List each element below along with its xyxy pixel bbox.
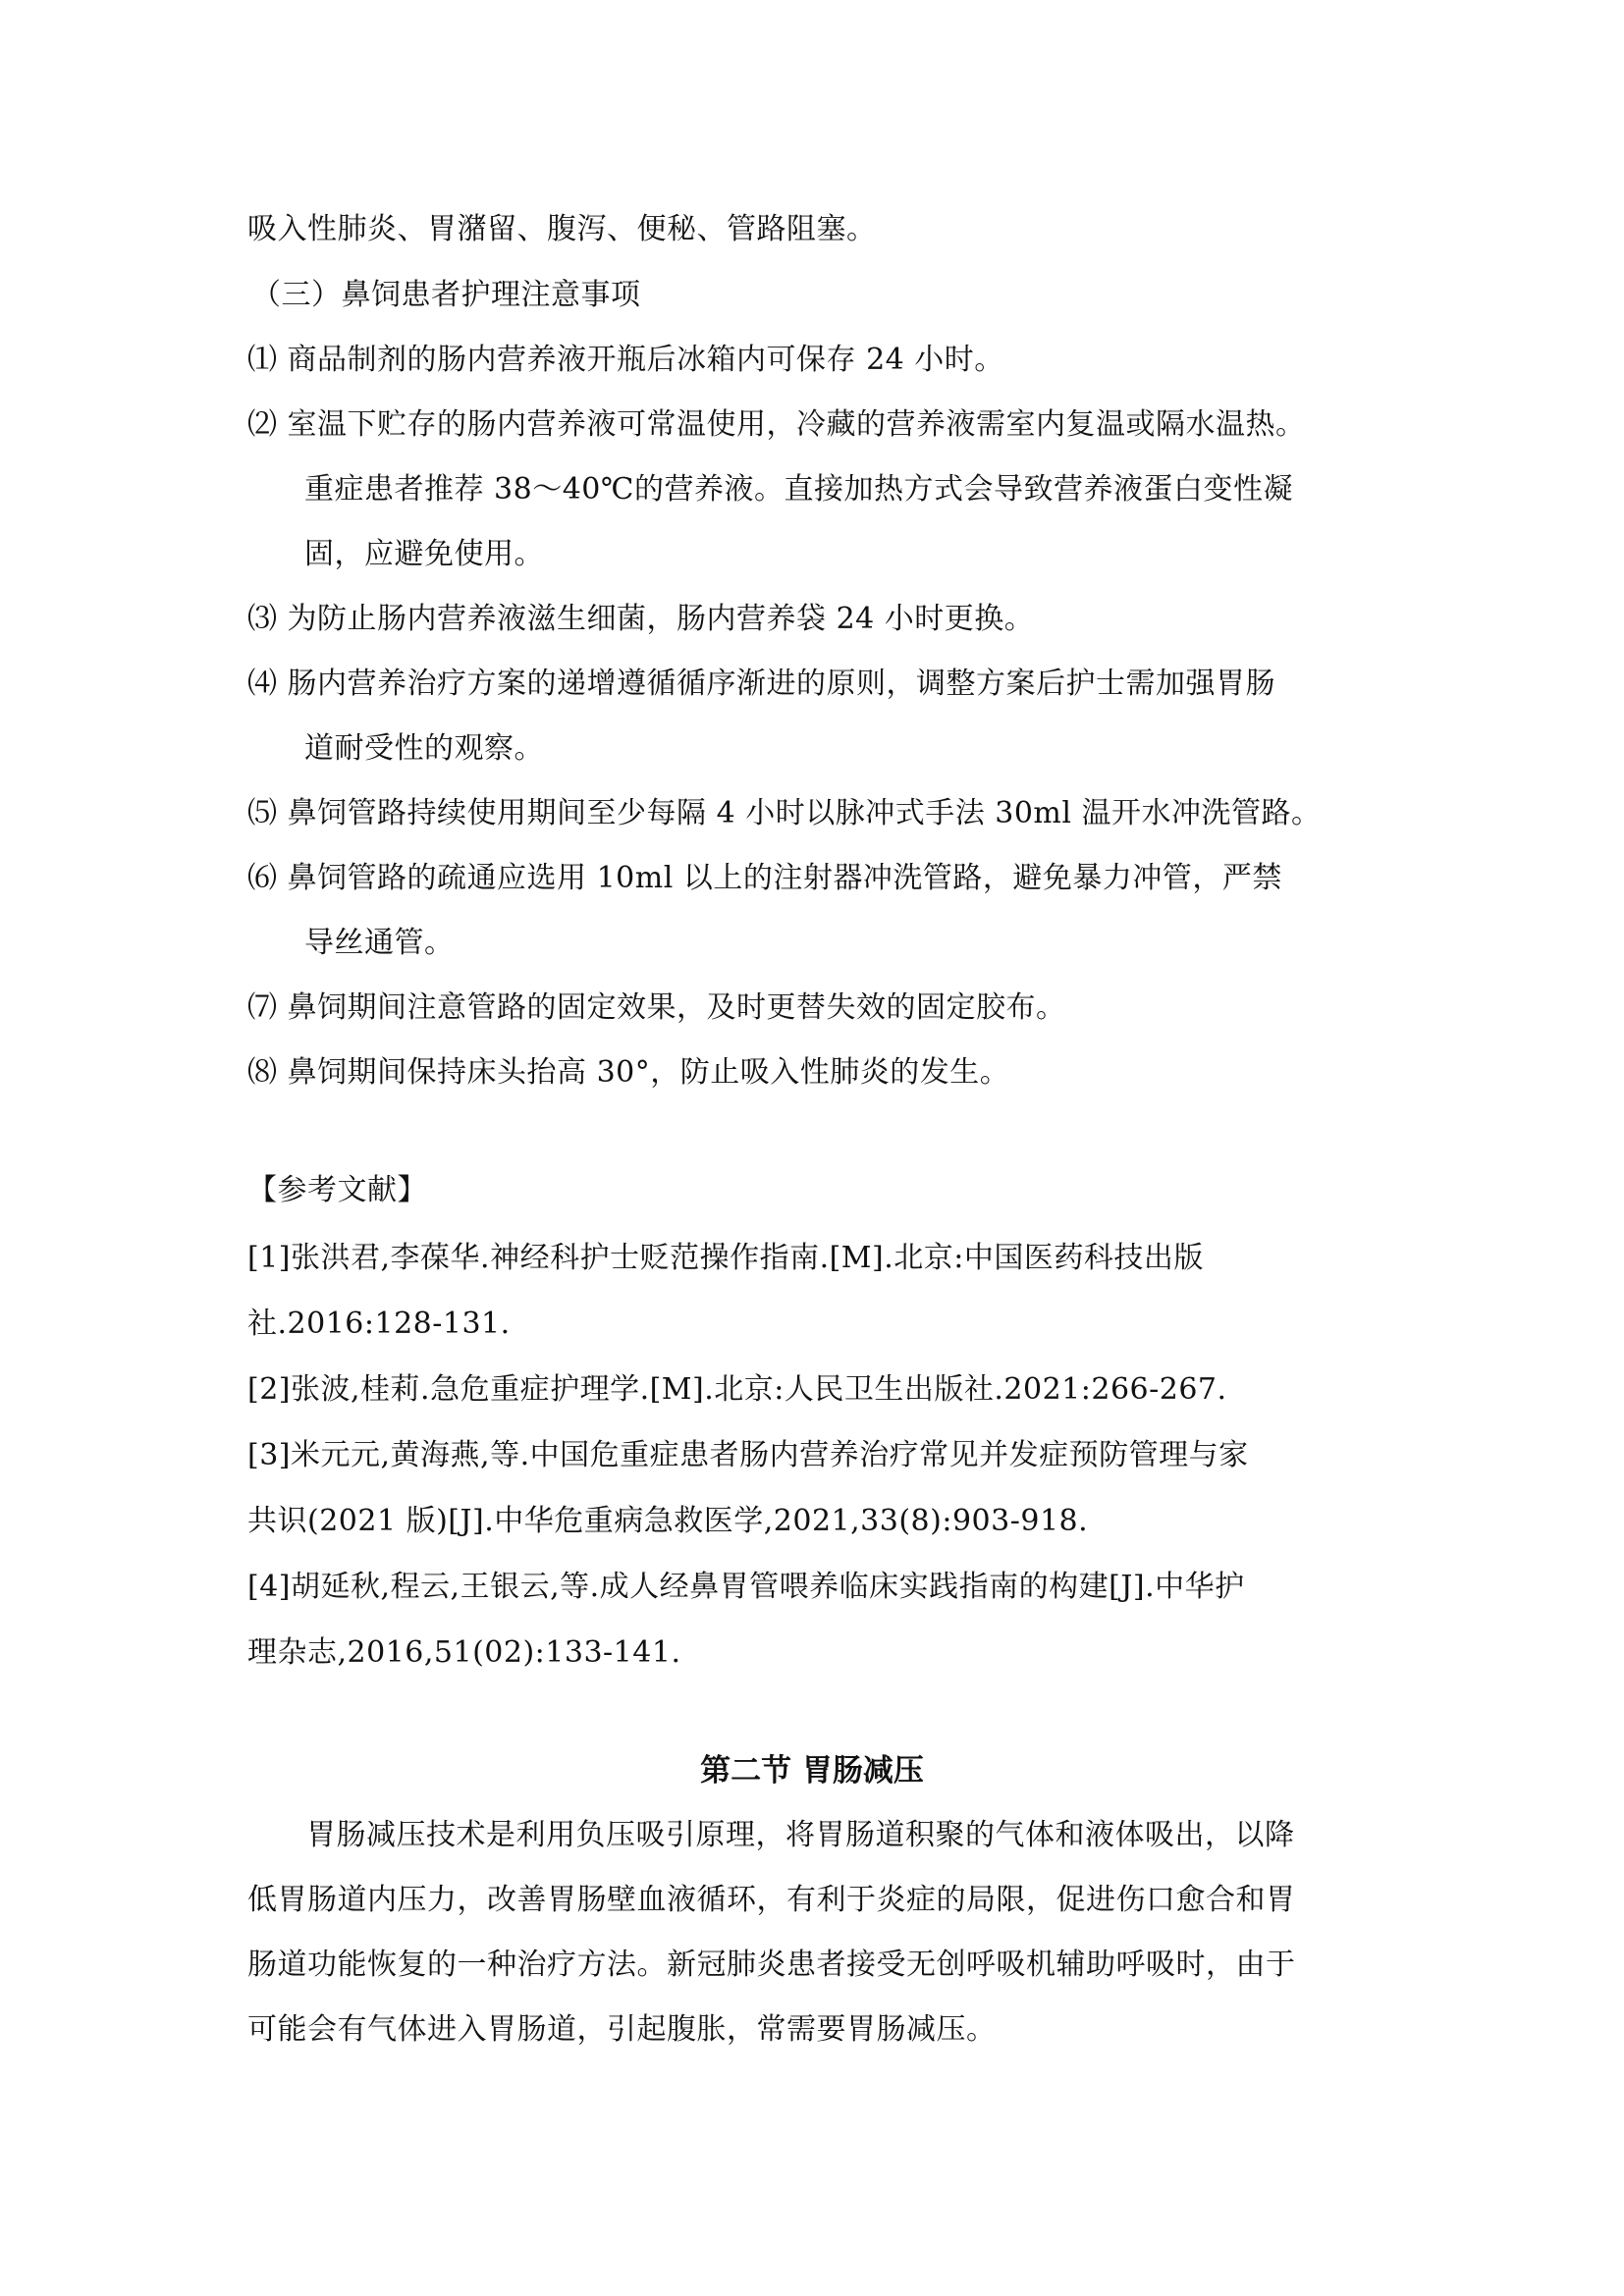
reference-entry-4-cont: 理杂志,2016,51(02):133-141. [247, 1635, 681, 1670]
reference-entry-4: [4]胡延秋,程云,王银云,等.成人经鼻胃管喂养临床实践指南的构建[J].中华护 [247, 1570, 1245, 1604]
list-item-8: ⑻ 鼻饲期间保持床头抬高 30°，防止吸入性肺炎的发生。 [247, 1055, 1010, 1090]
reference-entry-3: [3]米元元,黄海燕,等.中国危重症患者肠内营养治疗常见并发症预防管理与家 [247, 1438, 1249, 1472]
paragraph-line-4: 可能会有气体进入胃肠道，引起腹胀，常需要胃肠减压。 [247, 2012, 997, 2047]
reference-entry-1-cont: 社.2016:128-131. [247, 1307, 511, 1341]
reference-entry-3-cont: 共识(2021 版)[J].中华危重病急救医学,2021,33(8):903-918. [247, 1504, 1089, 1538]
list-item-4-cont: 道耐受性的观察。 [304, 731, 544, 766]
list-item-1: ⑴ 商品制剂的肠内营养液开瓶后冰箱内可保存 24 小时。 [247, 343, 1004, 377]
paragraph-line-3: 肠道功能恢复的一种治疗方法。新冠肺炎患者接受无创呼吸机辅助呼吸时，由于 [247, 1948, 1296, 1982]
list-item-2-cont: 重症患者推荐 38～40℃的营养液。直接加热方式会导致营养液蛋白变性凝 [304, 472, 1293, 507]
references-title: 【参考文献】 [247, 1173, 427, 1207]
list-item-2: ⑵ 室温下贮存的肠内营养液可常温使用，冷藏的营养液需室内复温或隔水温热。 [247, 407, 1306, 442]
section-heading: 第二节 胃肠减压 [700, 1753, 924, 1789]
list-item-4: ⑷ 肠内营养治疗方案的递增遵循循序渐进的原则，调整方案后护士需加强胃肠 [247, 667, 1276, 701]
list-item-6: ⑹ 鼻饲管路的疏通应选用 10ml 以上的注射器冲洗管路，避免暴力冲管，严禁 [247, 861, 1282, 895]
list-item-3: ⑶ 为防止肠内营养液滋生细菌，肠内营养袋 24 小时更换。 [247, 602, 1035, 636]
list-item-6-cont: 导丝通管。 [304, 926, 455, 960]
continuation-line: 吸入性肺炎、胃潴留、腹泻、便秘、管路阻塞。 [247, 212, 877, 246]
paragraph-line-1: 胃肠减压技术是利用负压吸引原理，将胃肠道积聚的气体和液体吸出，以降 [306, 1818, 1295, 1852]
section-title: （三）鼻饲患者护理注意事项 [251, 278, 641, 312]
list-item-7: ⑺ 鼻饲期间注意管路的固定效果，及时更替失效的固定胶布。 [247, 990, 1066, 1025]
list-item-5: ⑸ 鼻饲管路持续使用期间至少每隔 4 小时以脉冲式手法 30ml 温开水冲洗管路。 [247, 796, 1322, 830]
paragraph-line-2: 低胃肠道内压力，改善胃肠壁血液循环，有利于炎症的局限，促进伤口愈合和胃 [247, 1883, 1296, 1917]
list-item-2-cont: 固，应避免使用。 [304, 537, 544, 571]
reference-entry-2: [2]张波,桂莉.急危重症护理学.[M].北京:人民卫生出版社.2021:266-267. [247, 1372, 1227, 1407]
reference-entry-1: [1]张洪君,李葆华.神经科护士贬范操作指南.[M].北京:中国医药科技出版 [247, 1241, 1204, 1275]
